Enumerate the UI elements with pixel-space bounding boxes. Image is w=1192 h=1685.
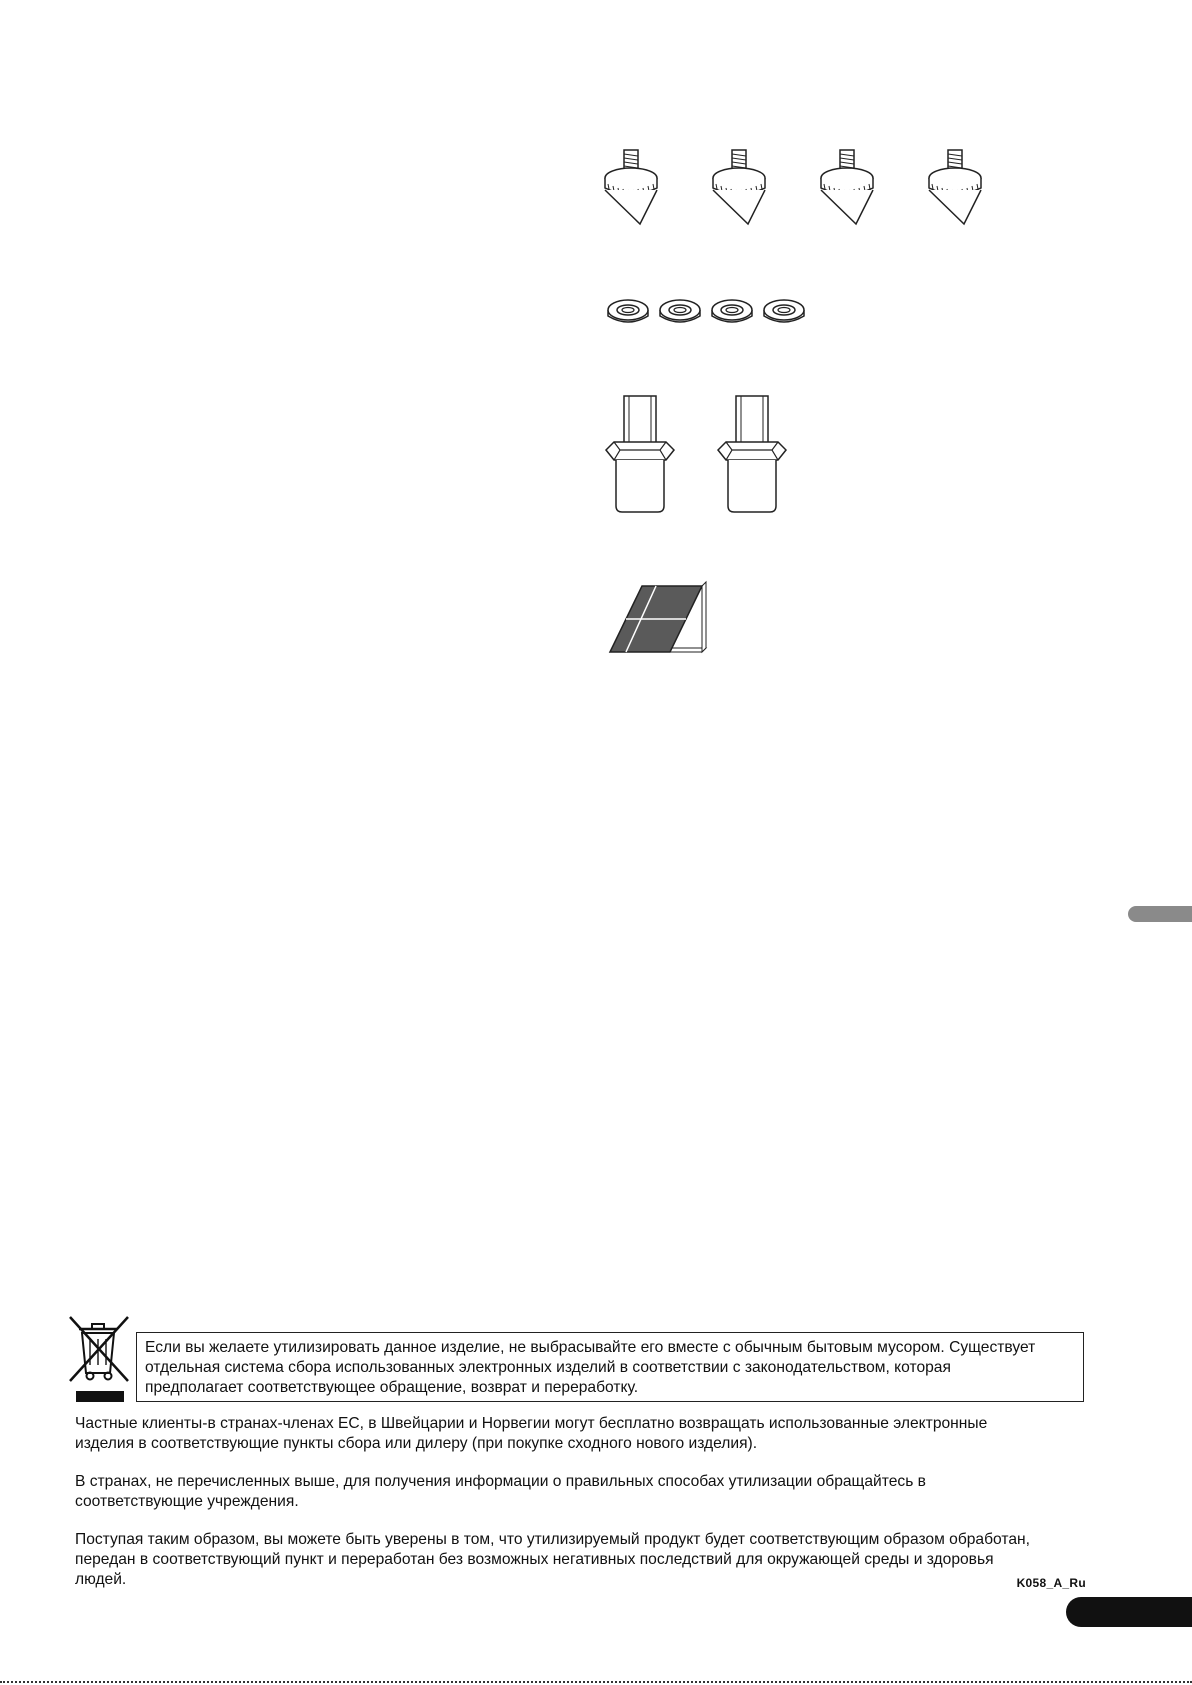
paragraph-line: В странах, не перечисленных выше, для получения информации о правильных способах утилизации обращайтесь в — [75, 1473, 926, 1490]
page-tab — [1066, 1597, 1192, 1627]
adapter-icon — [606, 396, 674, 512]
washer-icon — [712, 300, 752, 322]
paragraph-line: Поступая таким образом, вы можете быть уверены в том, что утилизируемый продукт будет соответствующим образом обработан, — [75, 1531, 1030, 1548]
washer-icon — [660, 300, 700, 322]
paragraph-proper-processing — [75, 1530, 1095, 1590]
spike-icon — [929, 150, 981, 224]
side-tab — [1128, 906, 1192, 922]
paragraph-eu-customers — [75, 1414, 1095, 1454]
bottom-rule — [0, 1681, 1192, 1683]
washers-illustration — [604, 292, 824, 332]
pad-sheet-icon — [610, 582, 706, 652]
paragraph-line: изделия в соответствующие пункты сбора или дилеру (при покупке сходного нового изделия). — [75, 1435, 758, 1452]
notice-line: отдельная система сбора использованных электронных изделий в соответствии с законодательством, которая — [145, 1359, 951, 1376]
paragraph-line: соответствующие учреждения. — [75, 1493, 299, 1510]
crossed-out-wheelie-bin-icon — [68, 1315, 130, 1405]
pad-sheet-illustration — [604, 580, 714, 658]
spike-icon — [821, 150, 873, 224]
paragraph-line: передан в соответствующий пункт и переработан без возможных негативных последствий для окружающей среды и здоровья — [75, 1551, 994, 1568]
spikes-illustration — [600, 148, 1000, 230]
adapters-illustration — [600, 392, 800, 516]
notice-line: Если вы желаете утилизировать данное изделие, не выбрасывайте его вместе с обычным бытовым мусором. Существует — [145, 1339, 1036, 1356]
document-code: K058_A_Ru — [1016, 1576, 1086, 1590]
washer-icon — [608, 300, 648, 322]
paragraph-other-countries — [75, 1472, 1095, 1512]
notice-line: предполагает соответствующее обращение, возврат и переработку. — [145, 1379, 639, 1396]
paragraph-line: людей. — [75, 1571, 127, 1588]
paragraph-line: Частные клиенты-в странах-членах ЕС, в Швейцарии и Норвегии могут бесплатно возвращать использованные электронные — [75, 1415, 988, 1432]
spike-icon — [713, 150, 765, 224]
disposal-notice-box — [136, 1332, 1084, 1402]
adapter-icon — [718, 396, 786, 512]
spike-icon — [605, 150, 657, 224]
washer-icon — [764, 300, 804, 322]
